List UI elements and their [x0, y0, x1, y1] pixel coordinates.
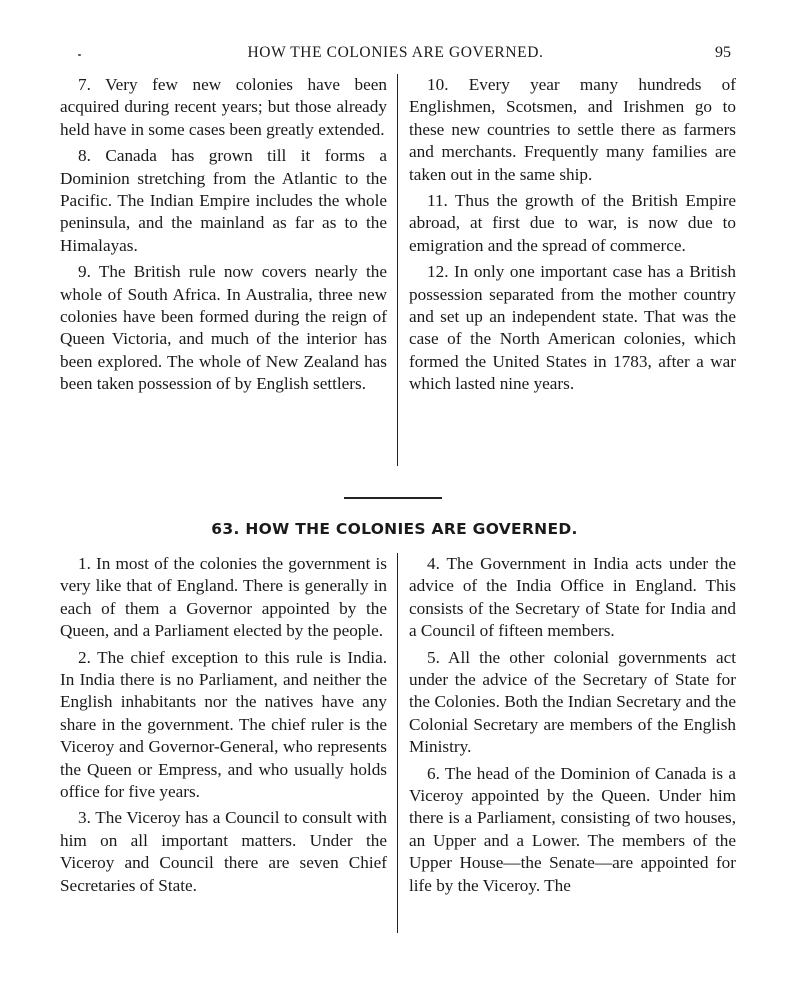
paragraph-12: 12. In only one important case has a British possession separated from the mother country and set up an independent state. That was the case of the North American colonies, which formed the United States in 1783, after a war which lasted nine years. [409, 262, 736, 394]
running-title: HOW THE COLONIES ARE GOVERNED. [247, 44, 544, 61]
paragraph-6: 6. The head of the Dominion of Canada is a Viceroy appointed by the Queen. Under him there is a Parliament, consisting of two houses, an Upper and a Lower. The members of the Upper House—the Senate—are appointed for life by the Viceroy. The [409, 763, 736, 895]
bottom-left-column [60, 553, 397, 933]
paragraph-4: 4. The Government in India acts under the advice of the India Office in England. This consists of the Secretary of State for India and a Council of fifteen members. [409, 554, 736, 641]
section-divider [344, 497, 442, 499]
paragraph-11: 11. Thus the growth of the British Empire abroad, at first due to war, is now due to emigration and the spread of commerce. [409, 191, 736, 255]
paragraph-7: 7. Very few new colonies have been acquired during recent years; but those already held have in some cases been greatly extended. [60, 75, 387, 139]
top-columns [60, 74, 736, 466]
paragraph-9: 9. The British rule now covers nearly the whole of South Africa. In Australia, three new colonies have been formed during the reign of Queen Victoria, and much of the interior has been explored. The whole of New Zealand has been taken possession of by English settlers. [60, 262, 387, 394]
bottom-right-column [398, 553, 736, 933]
section-heading: 63. HOW THE COLONIES ARE GOVERNED. [211, 520, 578, 538]
page-number: 95 [715, 44, 731, 61]
paragraph-3: 3. The Viceroy has a Council to consult with him on all important matters. Under the Viceroy and Council there are seven Chief Secretaries of State. [60, 808, 387, 895]
bottom-columns [60, 553, 736, 933]
paragraph-5: 5. All the other colonial governments act under the advice of the Secretary of State for the Colonies. Both the Indian Secretary and the Colonial Secretary are members of the English Ministry. [409, 647, 736, 757]
paragraph-8: 8. Canada has grown till it forms a Dominion stretching from the Atlantic to the Pacific. The Indian Empire includes the whole peninsula, and the mainland as far as to the Himalayas. [60, 146, 387, 255]
top-left-column [60, 74, 397, 466]
paragraph-1: 1. In most of the colonies the government is very like that of England. There is generally in each of them a Governor appointed by the Queen, and a Parliament elected by the people. [60, 554, 387, 641]
top-right-column [398, 74, 736, 466]
paragraph-2: 2. The chief exception to this rule is India. In India there is no Parliament, and neither the English inhabitants nor the natives have any share in the government. The chief ruler is the Viceroy and Governor-General, who represents the Queen or Empress, and who usually holds office for five years. [60, 647, 387, 802]
paragraph-10: 10. Every year many hundreds of Englishmen, Scotsmen, and Irishmen go to these new countries to settle there as farmers and merchants. Frequently many families are taken out in the same ship. [409, 75, 736, 184]
running-head [60, 44, 731, 68]
